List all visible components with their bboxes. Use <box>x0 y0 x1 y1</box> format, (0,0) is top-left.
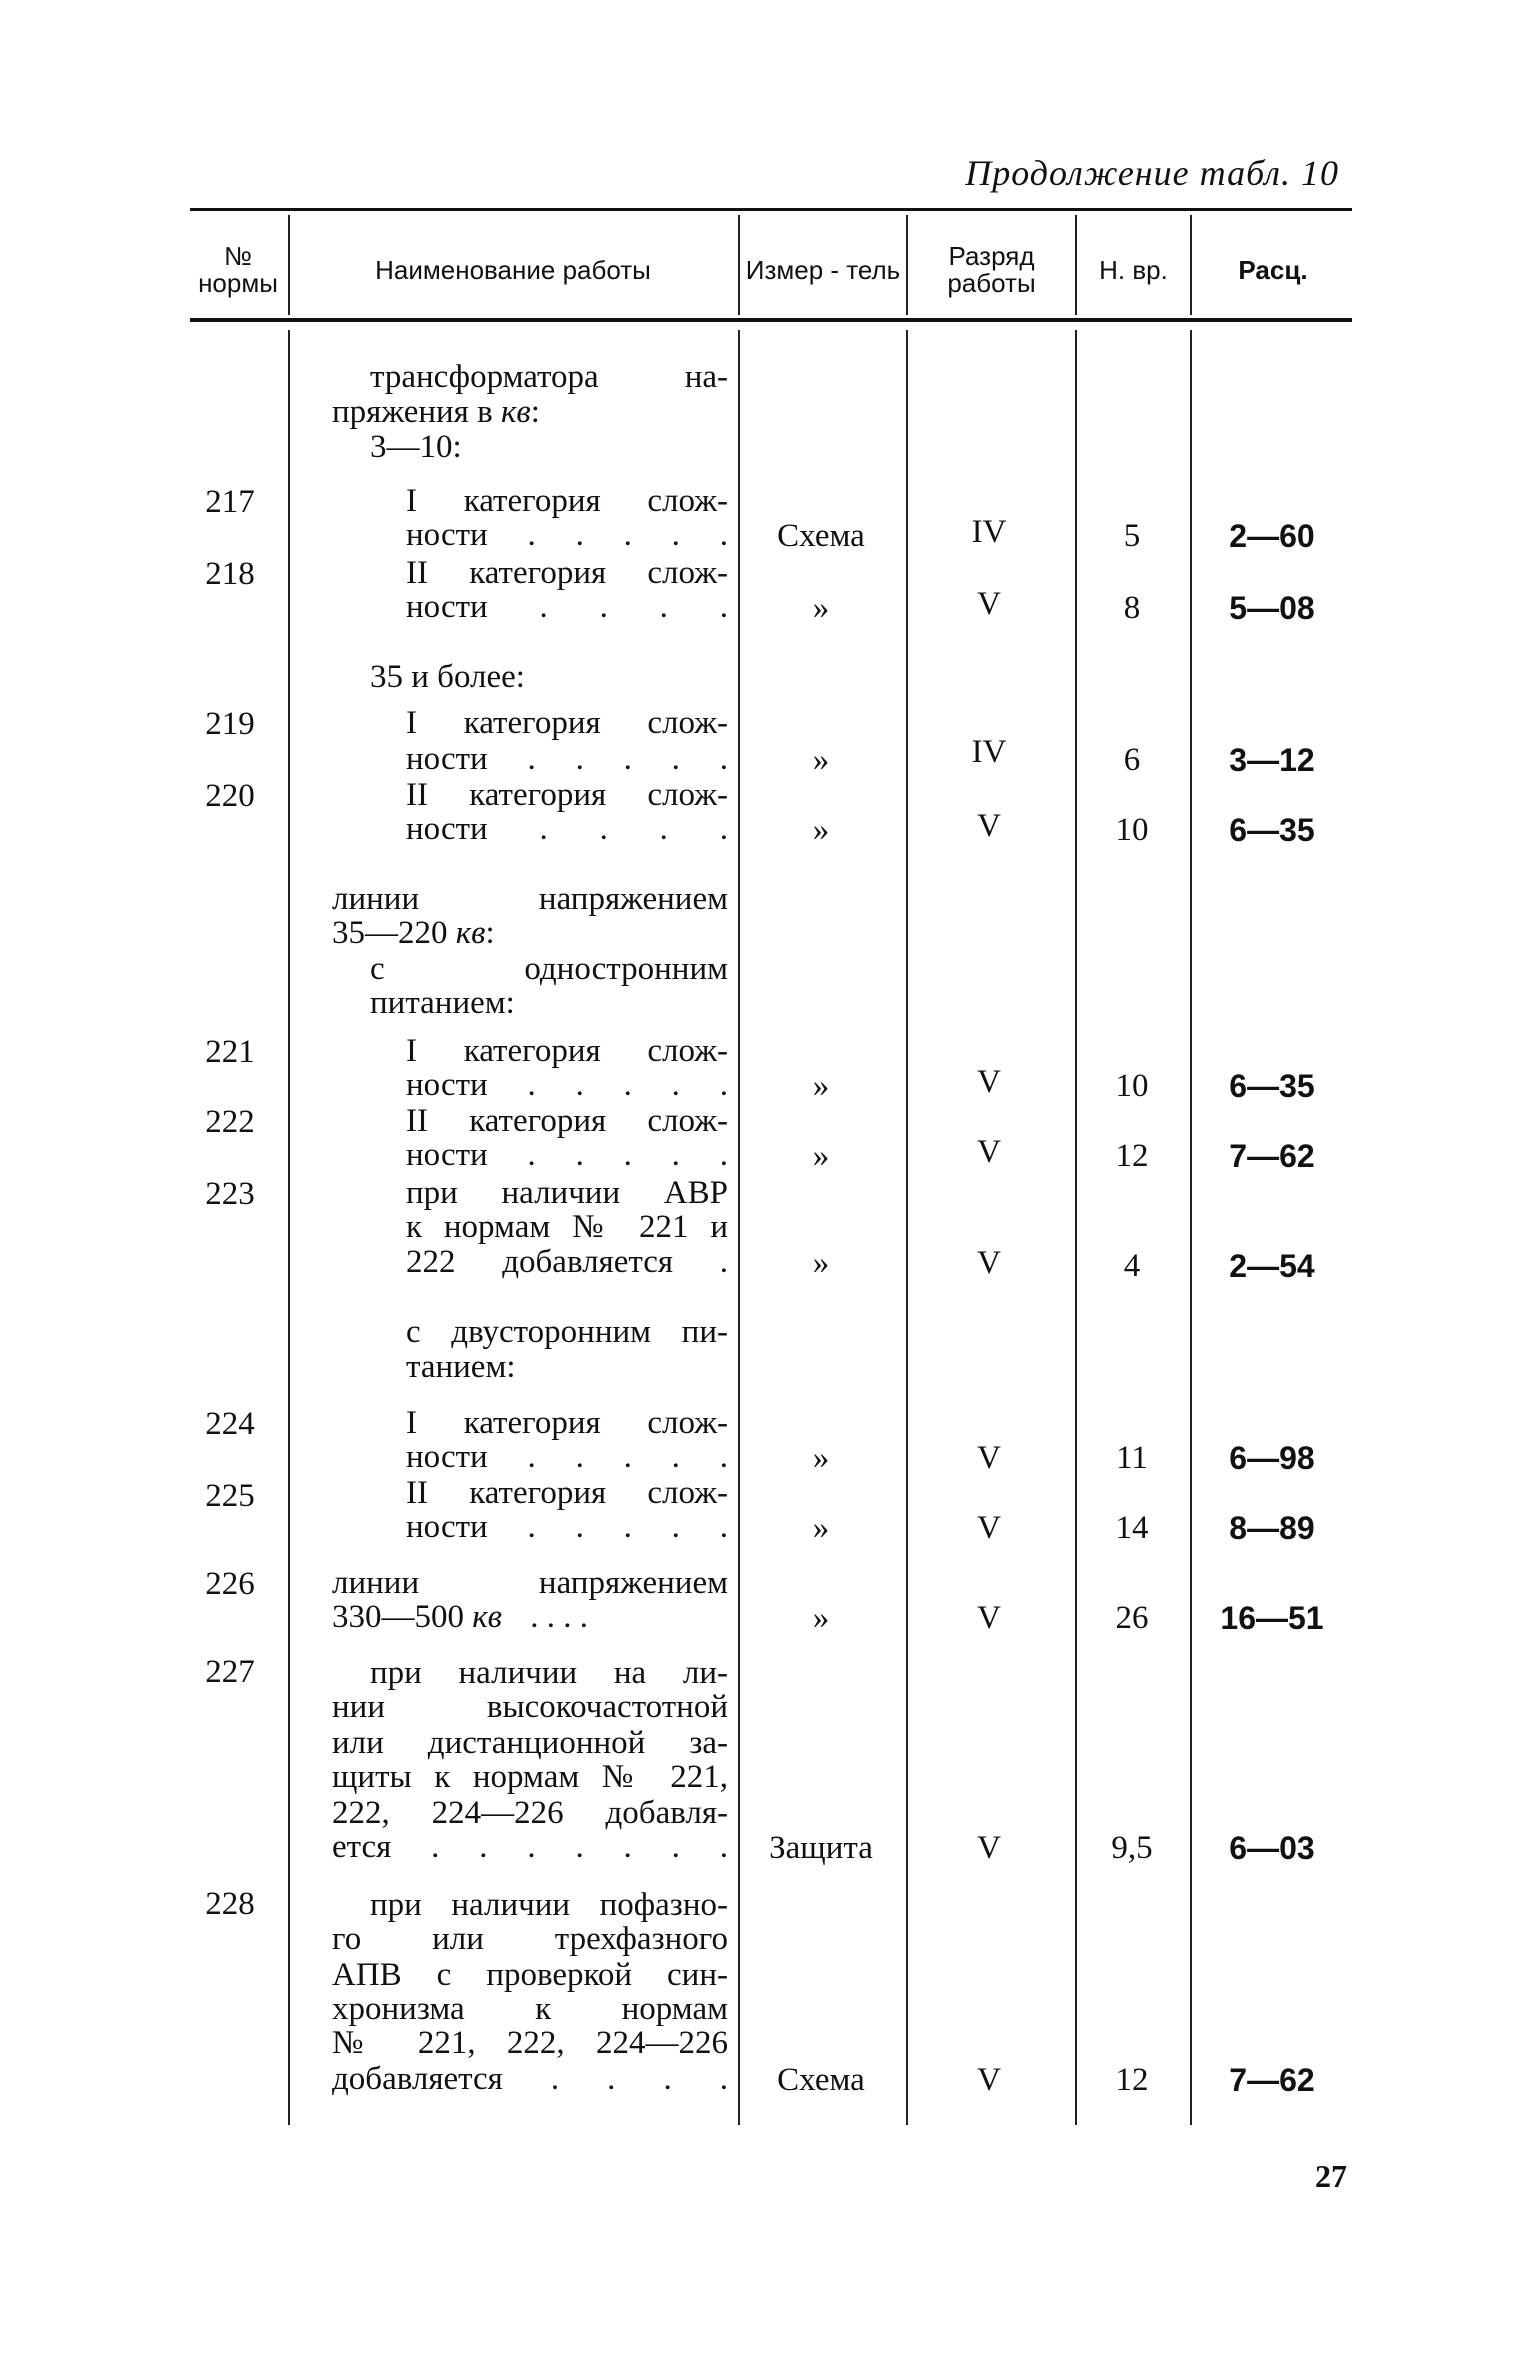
header-divider <box>1075 215 1077 315</box>
unit-cell: Защита <box>769 1830 873 1866</box>
work-name-line: № 221, 222, 224—226 <box>332 2025 728 2061</box>
work-name-line: хронизма к нормам <box>332 1991 728 2027</box>
unit-kv: кв <box>500 394 531 430</box>
work-name-line: 222 добавляется . <box>406 1244 728 1280</box>
leader-dots: . . . . <box>530 1599 589 1635</box>
norm-number: 218 <box>205 556 255 592</box>
unit-kv: кв <box>455 915 486 951</box>
work-name-line: II категория слож- <box>406 555 728 591</box>
norm-number: 224 <box>205 1406 255 1442</box>
time-norm-cell: 10 <box>1115 1068 1149 1104</box>
work-name-line: I категория слож- <box>406 483 728 519</box>
rate-cell: 6—35 <box>1229 812 1315 848</box>
time-norm-cell: 12 <box>1115 1138 1149 1174</box>
work-name-line: ности . . . . . <box>406 1509 728 1545</box>
unit-cell: » <box>812 1600 830 1636</box>
time-norm-cell: 4 <box>1123 1248 1141 1284</box>
rate-cell: 2—54 <box>1229 1248 1315 1284</box>
work-name-line: II категория слож- <box>406 777 728 813</box>
work-name-text: 35—220 <box>332 915 448 951</box>
header-bottom-rule <box>190 318 1352 322</box>
table-top-rule <box>190 208 1352 211</box>
norm-number: 219 <box>205 706 255 742</box>
time-norm-cell: 8 <box>1123 590 1141 626</box>
header-unit: Измер - тель <box>745 254 901 285</box>
work-name-line: щиты к нормам № 221, <box>332 1759 728 1795</box>
time-norm-cell: 14 <box>1115 1510 1149 1546</box>
unit-cell: » <box>812 1245 830 1281</box>
grade-cell: V <box>977 1600 1001 1636</box>
work-name-line: трансформатора на- <box>370 359 728 395</box>
work-name-line: ности . . . . <box>406 811 728 847</box>
unit-cell: » <box>812 1068 830 1104</box>
work-name-line: ности . . . . . <box>406 1439 728 1475</box>
work-name-line: при наличии АВР <box>406 1175 728 1211</box>
work-name-line: I категория слож- <box>406 1405 728 1441</box>
work-name-text: : <box>530 394 540 430</box>
rate-cell: 6—35 <box>1229 1068 1315 1104</box>
header-norm-number: № нормы <box>198 241 278 298</box>
work-name-line: линии напряжением <box>332 881 728 917</box>
section-subheading: 3—10: <box>370 429 462 465</box>
work-name-line: ности . . . . . <box>406 741 728 777</box>
norm-number: 221 <box>205 1034 255 1070</box>
header-rate: Расц. <box>1238 254 1308 285</box>
time-norm-cell: 5 <box>1123 518 1141 554</box>
work-name-line: 222, 224—226 добавля- <box>332 1795 728 1831</box>
header-divider <box>906 215 908 315</box>
header-work-name: Наименование работы <box>375 254 651 285</box>
time-norm-cell: 6 <box>1123 742 1141 778</box>
time-norm-cell: 26 <box>1115 1600 1149 1636</box>
section-subheading: с одностронним <box>370 951 728 987</box>
work-name-line: АПВ с проверкой син- <box>332 1957 728 1993</box>
rate-cell: 8—89 <box>1229 1510 1315 1546</box>
work-name-line: к нормам № 221 и <box>406 1209 728 1245</box>
work-name-line: при наличии на ли- <box>370 1655 728 1691</box>
grade-cell: V <box>977 586 1001 622</box>
unit-cell: » <box>812 1510 830 1546</box>
work-name-line: линии напряжением <box>332 1565 728 1601</box>
grade-cell: V <box>977 1134 1001 1170</box>
rate-cell: 5—08 <box>1229 590 1315 626</box>
work-name-line: ности . . . . . <box>406 1137 728 1173</box>
work-name-line: добавляется . . . . <box>332 2061 728 2097</box>
unit-cell: » <box>812 812 830 848</box>
grade-cell: IV <box>971 514 1007 550</box>
section-subheading: 35 и более: <box>370 659 525 695</box>
grade-cell: V <box>977 1245 1001 1281</box>
body-divider <box>288 330 290 2125</box>
header-divider <box>1190 215 1192 315</box>
page-number: 27 <box>1315 2158 1347 2194</box>
work-name-line <box>332 916 728 951</box>
time-norm-cell: 12 <box>1115 2062 1149 2098</box>
time-norm-cell: 11 <box>1116 1440 1148 1476</box>
work-name-line: I категория слож- <box>406 705 728 741</box>
work-name-line: II категория слож- <box>406 1103 728 1139</box>
work-name-text: : <box>485 915 495 951</box>
unit-kv: кв <box>472 1599 503 1635</box>
work-name-text: пряжения в <box>332 394 493 430</box>
time-norm-cell: 9,5 <box>1111 1830 1153 1866</box>
work-name-line: ности . . . . . <box>406 1067 728 1103</box>
rate-cell: 6—98 <box>1229 1440 1315 1476</box>
unit-cell: Схема <box>777 518 865 554</box>
grade-cell: V <box>977 808 1001 844</box>
rate-cell: 16—51 <box>1220 1600 1324 1636</box>
rate-cell: 6—03 <box>1229 1830 1315 1866</box>
header-divider <box>738 215 740 315</box>
time-norm-cell: 10 <box>1115 812 1149 848</box>
unit-cell: » <box>812 1138 830 1174</box>
grade-cell: V <box>977 1830 1001 1866</box>
section-subheading: питанием: <box>370 985 515 1021</box>
grade-cell: V <box>977 1440 1001 1476</box>
work-name-line: II категория слож- <box>406 1475 728 1511</box>
table-continuation-caption: Продолжение табл. 10 <box>965 153 1339 193</box>
norm-number: 225 <box>205 1478 255 1514</box>
work-name-line: го или трехфазного <box>332 1921 728 1957</box>
header-grade: Разряд работы <box>947 241 1036 298</box>
norm-number: 226 <box>205 1566 255 1602</box>
grade-cell: IV <box>971 734 1007 770</box>
header-time-norm: Н. вр. <box>1099 254 1168 285</box>
work-name-line: ности . . . . <box>406 589 728 625</box>
unit-cell: » <box>812 1440 830 1476</box>
work-name-line <box>332 395 728 430</box>
rate-cell: 3—12 <box>1229 742 1315 778</box>
norm-number: 228 <box>205 1886 255 1922</box>
grade-cell: V <box>977 1064 1001 1100</box>
work-name-line <box>332 1600 728 1635</box>
unit-cell: » <box>812 742 830 778</box>
work-name-line: I категория слож- <box>406 1033 728 1069</box>
work-name-line: при наличии пофазно- <box>370 1887 728 1923</box>
grade-cell: V <box>977 1510 1001 1546</box>
norm-number: 227 <box>205 1654 255 1690</box>
norm-number: 217 <box>205 484 255 520</box>
section-subheading: танием: <box>406 1349 516 1385</box>
rate-cell: 2—60 <box>1229 518 1315 554</box>
section-subheading: с двусторонним пи- <box>406 1314 728 1350</box>
rate-cell: 7—62 <box>1229 1138 1315 1174</box>
unit-cell: Схема <box>777 2062 865 2098</box>
work-name-line: ется . . . . . . . <box>332 1829 728 1865</box>
work-name-line: ности . . . . . <box>406 517 728 553</box>
rate-cell: 7—62 <box>1229 2062 1315 2098</box>
work-name-line: или дистанционной за- <box>332 1725 728 1761</box>
norm-number: 222 <box>205 1104 255 1140</box>
work-name-line: нии высокочастотной <box>332 1689 728 1725</box>
grade-cell: V <box>977 2062 1001 2098</box>
norm-number: 220 <box>205 778 255 814</box>
norm-number: 223 <box>205 1176 255 1212</box>
unit-cell: » <box>812 590 830 626</box>
work-name-text: 330—500 <box>332 1599 464 1635</box>
